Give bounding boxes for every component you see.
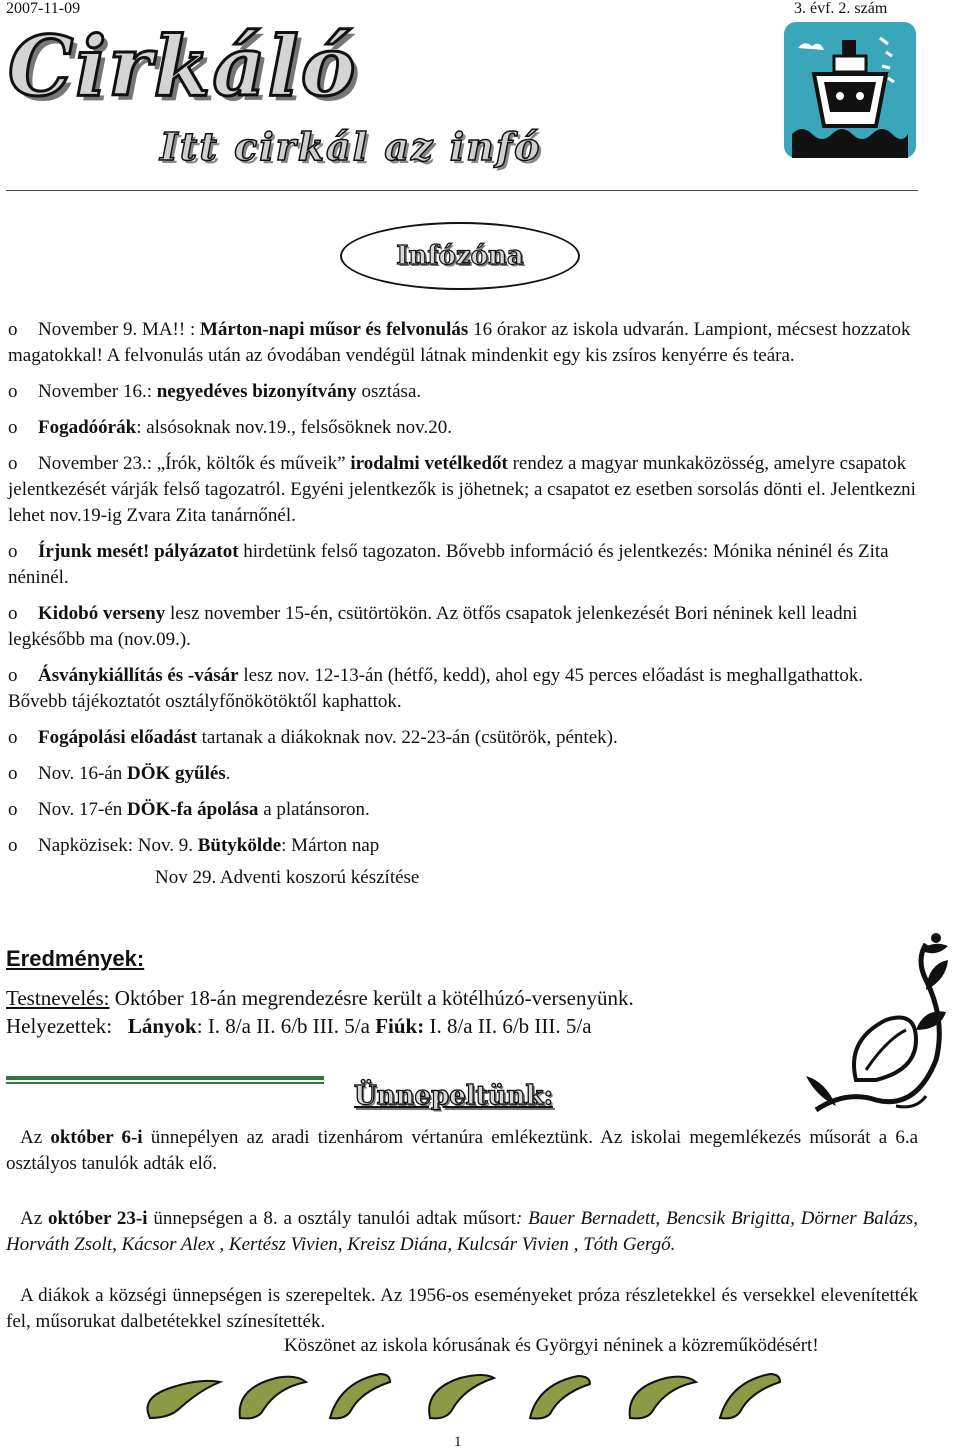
green-divider <box>6 1072 324 1081</box>
list-item: o November 16.: negyedéves bizonyítvány osztása. <box>8 381 422 402</box>
list-item-continuation: Nov 29. Adventi koszorú készítése <box>155 867 420 888</box>
thanks-line: Köszönet az iskola kórusának és Györgyi néninek a közreműködésért! <box>284 1335 819 1356</box>
info-list <box>8 317 918 891</box>
list-item: o Fogadóórák: alsósoknak nov.19., felsősöknek nov.20. <box>8 417 452 438</box>
list-item: o Ásványkiállítás és -vásár lesz nov. 12-13-án (hétfő, kedd), ahol egy 45 perces előadást is meghallgathattok. Bővebb tájékoztatót osztályfőnökötöktől kaphattok. <box>8 665 864 712</box>
ship-logo-icon <box>784 22 916 158</box>
list-item: o Nov. 17-én DÖK-fa ápolása a platánsoron. <box>8 799 370 820</box>
results-heading: Eredmények: <box>6 946 145 971</box>
results-placings: Helyezettek: Lányok: I. 8/a II. 6/b III. 5/a Fiúk: I. 8/a II. 6/b III. 5/a <box>6 1014 592 1038</box>
section-title: Infózóna <box>396 241 524 271</box>
masthead-title: Cirkáló <box>8 19 358 115</box>
issue-number: 3. évf. 2. szám <box>794 0 888 17</box>
list-item: o Kidobó verseny lesz november 15-én, csütörtökön. Az ötfős csapatok jelenkezését Bori néninek kell leadni legkésőbb ma (nov.09.). <box>8 603 858 650</box>
results-sport: Testnevelés: Október 18-án megrendezésre került a kötélhúzó-versenyünk. <box>6 986 634 1010</box>
list-item: o Nov. 16-án DÖK gyűlés. <box>8 763 231 784</box>
page-number: 1 <box>454 1434 462 1450</box>
list-item: o Fogápolási előadást tartanak a diákoknak nov. 22-23-án (csütörök, péntek). <box>8 727 618 748</box>
issue-date: 2007-11-09 <box>6 0 81 17</box>
celebration-paragraph-3: A diákok a községi ünnepségen is szerepeltek. Az 1956-os eseményeket próza részletekkel és versekkel elevenítették fel, műsorukat dalbetétekkel színesítették. <box>6 1285 918 1332</box>
list-item: o November 23.: „Írók, költők és műveik” irodalmi vetélkedőt rendez a magyar munkaközösség, amelyre csapatok jelentkezését várják felső tagozatról. Egyéni jelentkezők is jöhetnek; a csapatot ez esetben sorsolás dönti el. Jelentkezni lehet nov.19-ig Zvara Zita tanárnőnél. <box>8 453 916 526</box>
celebration-paragraph-1: Az október 6-i ünnepélyen az aradi tizenhárom vértanúra emlékeztünk. Az iskolai megemlékezés műsorát a 6.a osztályos tanulók adták elő. <box>6 1127 919 1174</box>
celebration-paragraph-2: Az október 23-i ünnepségen a 8. a osztály tanulói adtak műsort: Bauer Bernadett, Bencsik Brigitta, Dörner Balázs, Horváth Zsolt, Kácsor Alex , Kertész Vivien, Kreisz Diána, Kulcsár Vivien , Tóth Gergő. <box>6 1208 919 1255</box>
list-item: o November 9. MA!! : Márton-napi műsor és felvonulás 16 órakor az iskola udvarán. Lampiont, mécsest hozzatok magatokkal! A felvonulás után az óvodában vendégül látnak mindenkit egy kis zsíros kenyérre és teára. <box>8 319 911 366</box>
vine-ornament-icon <box>796 930 956 1130</box>
celebration-heading: Ünnepeltünk: <box>354 1081 554 1111</box>
section-title-oval <box>340 222 580 290</box>
list-item: o Írjunk mesét! pályázatot hirdetünk felső tagozaton. Bővebb információ és jelentkezés: Mónika néninél és Zita néninél. <box>8 541 889 588</box>
scroll-border-ornament <box>130 1368 830 1424</box>
header-divider <box>6 190 918 191</box>
masthead-subtitle: Itt cirkál az infó <box>160 124 542 169</box>
list-item: o Napközisek: Nov. 9. Bütykölde: Márton nap <box>8 835 380 856</box>
